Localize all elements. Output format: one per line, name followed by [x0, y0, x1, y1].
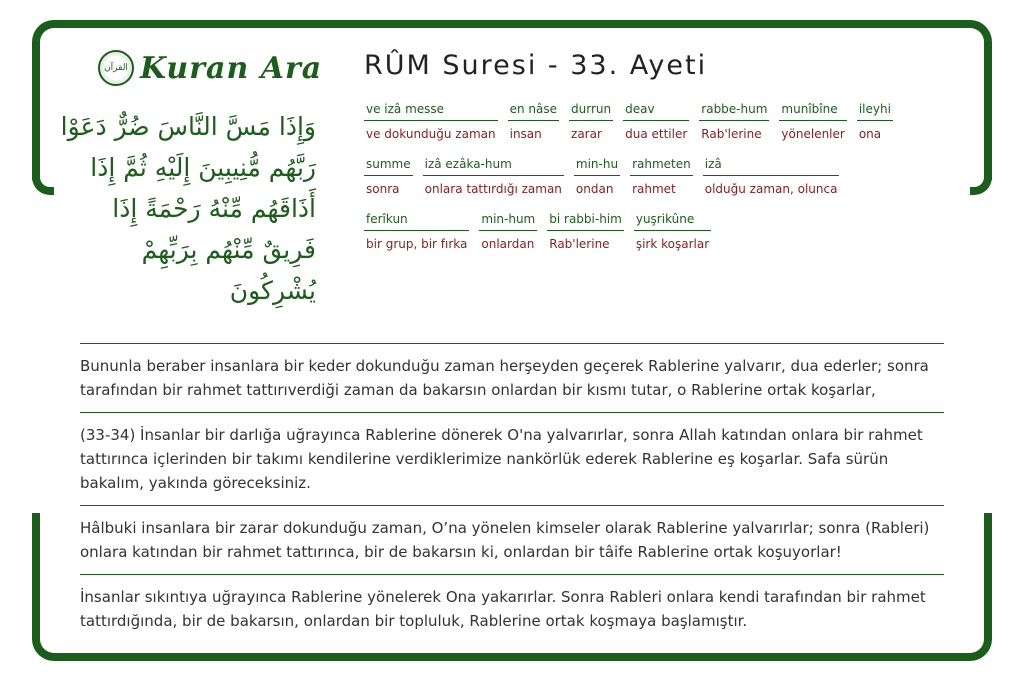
- translation-item: İnsanlar sıkıntıya uğrayınca Rablerine yönelerek Ona yakarırlar. Sonra Rableri onlara kendi tarafından bir rahmet tattırdığında, bir de bakarsın, onlardan bir topluluk, Rablerine ortak koşmaya başlamıştır.: [80, 574, 944, 643]
- word-item[interactable]: [364, 100, 498, 141]
- word-item[interactable]: [634, 210, 711, 251]
- word-meaning: onlara tattırdığı zaman: [424, 182, 562, 196]
- word-transliteration: yuşrikûne: [634, 210, 711, 231]
- word-row: [364, 100, 924, 141]
- word-meaning: bir grup, bir fırka: [366, 237, 468, 251]
- word-meaning: ve dokunduğu zaman: [366, 127, 496, 141]
- word-meaning: Rab'lerine: [701, 127, 762, 141]
- translation-item: Hâlbuki insanlara bir zarar dokunduğu zaman, O’na yönelen kimseler olarak Rablerine yalvarırlar; sonra (Rableri) onlara katından bir rahmet tattırınca, bir de bakarsın ki, onlardan bir tâife Rablerine ortak koşuyorlar!: [80, 505, 944, 574]
- word-transliteration: summe: [364, 155, 413, 176]
- word-item[interactable]: [547, 210, 624, 251]
- logo[interactable]: [98, 46, 322, 90]
- word-meaning: şirk koşarlar: [635, 237, 710, 251]
- word-transliteration: deav: [623, 100, 689, 121]
- word-meaning: ondan: [575, 182, 614, 196]
- word-row: [364, 155, 924, 196]
- word-meaning: yönelenler: [781, 127, 845, 141]
- word-transliteration: min-hum: [479, 210, 537, 231]
- translation-item: (33-34) İnsanlar bir darlığa uğrayınca Rablerine dönerek O'na yalvarırlar, sonra Allah katından onlara bir rahmet tattırınca içlerinden bir takımı kendilerine verdiklerimize nankörlük ederek Rablerine eş koşarlar. Safa sürün bakalım, yakında göreceksiniz.: [80, 412, 944, 505]
- logo-text: Kuran Ara: [140, 50, 323, 86]
- word-item[interactable]: [364, 210, 469, 251]
- word-item[interactable]: [479, 210, 537, 251]
- word-item[interactable]: [857, 100, 893, 141]
- word-meaning: insan: [509, 127, 542, 141]
- word-meaning: sonra: [366, 182, 400, 196]
- word-by-word-grid: [364, 100, 924, 265]
- word-transliteration: ileyhi: [857, 100, 893, 121]
- word-transliteration: bi rabbi-him: [547, 210, 624, 231]
- frame-top-corner-left: [32, 165, 54, 195]
- arabic-verse: وَإِذَا مَسَّ النَّاسَ ضُرٌّ دَعَوْا رَبَّهُم مُّنِيبِينَ إِلَيْهِ ثُمَّ إِذَا أَذَاقَهُم مِّنْهُ رَحْمَةً إِذَا فَرِيقٌ مِّنْهُم بِرَبِّهِمْ يُشْرِكُونَ: [60, 112, 316, 305]
- word-transliteration: rahmeten: [630, 155, 693, 176]
- translation-item: Bununla beraber insanlara bir keder dokunduğu zaman herşeyden geçerek Rablerine yalvarır, dua ederler; sonra tarafından bir rahmet tattırıverdiği zaman da bakarsın onlardan bir kısmı tutar, o Rablerine ortak koşarlar,: [80, 343, 944, 412]
- word-item[interactable]: [630, 155, 693, 196]
- word-item[interactable]: [779, 100, 846, 141]
- word-item[interactable]: [364, 155, 413, 196]
- word-meaning: rahmet: [632, 182, 676, 196]
- word-transliteration: ve izâ messe: [364, 100, 498, 121]
- word-item[interactable]: [574, 155, 620, 196]
- word-meaning: zarar: [571, 127, 602, 141]
- word-transliteration: izâ: [703, 155, 840, 176]
- word-meaning: Rab'lerine: [549, 237, 610, 251]
- word-row: [364, 210, 924, 251]
- word-transliteration: rabbe-hum: [699, 100, 769, 121]
- word-item[interactable]: [703, 155, 840, 196]
- word-item[interactable]: [423, 155, 564, 196]
- frame-top-corner-right: [970, 165, 992, 195]
- word-transliteration: min-hu: [574, 155, 620, 176]
- word-meaning: onlardan: [481, 237, 535, 251]
- word-transliteration: durrun: [569, 100, 613, 121]
- page-title: RÛM Suresi - 33. Ayeti: [364, 50, 708, 81]
- word-item[interactable]: [569, 100, 613, 141]
- word-item[interactable]: [699, 100, 769, 141]
- word-meaning: dua ettiler: [625, 127, 688, 141]
- word-item[interactable]: [508, 100, 559, 141]
- word-item[interactable]: [623, 100, 689, 141]
- word-transliteration: ferîkun: [364, 210, 469, 231]
- word-transliteration: izâ ezâka-hum: [423, 155, 564, 176]
- quran-emblem-icon: القرآن: [98, 50, 134, 86]
- word-transliteration: munîbîne: [779, 100, 846, 121]
- word-meaning: olduğu zaman, olunca: [704, 182, 838, 196]
- word-meaning: ona: [858, 127, 882, 141]
- translations-list: [80, 343, 944, 643]
- word-transliteration: en nâse: [508, 100, 559, 121]
